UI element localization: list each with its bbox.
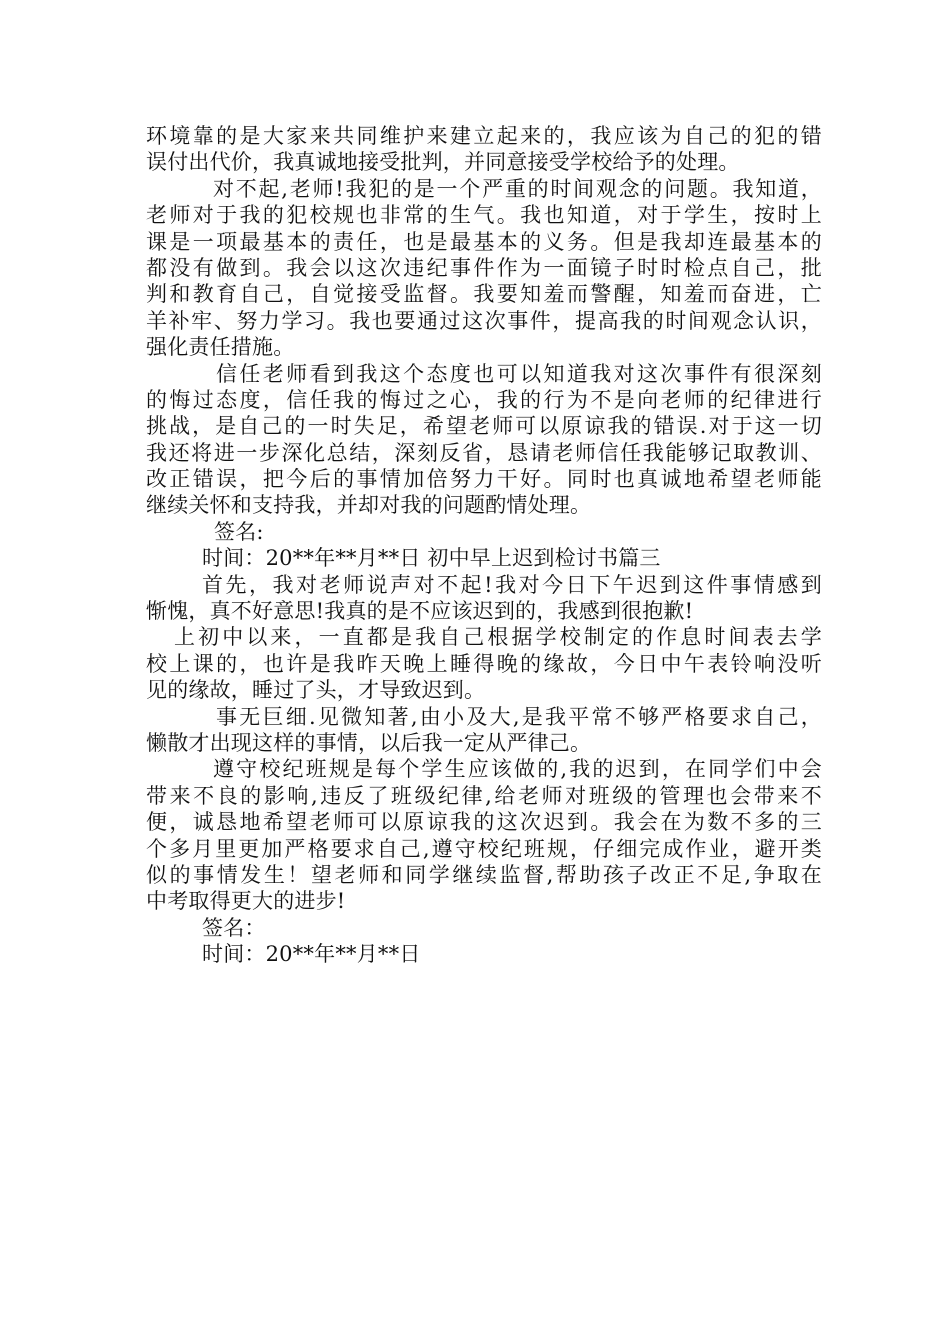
text-line: 强化责任措施。: [146, 335, 295, 360]
paragraph-first-line: 信任老师看到我这个态度也可以知道我对这次事件有很深刻: [216, 361, 822, 386]
text-line: 懒散才出现这样的事情，以后我一定从严律己。: [146, 730, 592, 755]
text-line: 继续关怀和支持我，并却对我的问题酌情处理。: [146, 493, 592, 518]
paragraph-first-line: 事无巨细.见微知著,由小及大,是我平常不够严格要求自己，: [216, 704, 822, 729]
date-and-heading-line: 时间：20**年**月**日 初中早上迟到检讨书篇三: [202, 546, 661, 571]
text-line: 改正错误，把今后的事情加倍努力干好。同时也真诚地希望老师能: [146, 467, 822, 492]
text-line: 似的事情发生！望老师和同学继续监督,帮助孩子改正不足,争取在: [146, 862, 822, 887]
text-line: 课是一项最基本的责任，也是最基本的义务。但是我却连最基本的: [146, 229, 822, 254]
text-line: 中考取得更大的进步!: [146, 889, 346, 914]
paragraph-first-line: 上初中以来，一直都是我自己根据学校制定的作息时间表去学: [174, 625, 822, 650]
text-line: 惭愧，真不好意思!我真的是不应该迟到的，我感到很抱歉!: [146, 599, 694, 624]
text-line: 羊补牢、努力学习。我也要通过这次事件，提高我的时间观念认识，: [146, 308, 822, 333]
text-line: 我还将进一步深化总结，深刻反省，恳请老师信任我能够记取教训、: [146, 440, 822, 465]
paragraph-first-line: 首先，我对老师说声对不起!我对今日下午迟到这件事情感到: [202, 572, 822, 597]
text-line: 挑战，是自己的一时失足，希望老师可以原谅我的错误.对于这一切: [146, 414, 822, 439]
text-line: 的悔过态度，信任我的悔过之心，我的行为不是向老师的纪律进行: [146, 387, 822, 412]
signature-label: 签名:: [214, 519, 264, 544]
text-line: 便，诚恳地希望老师可以原谅我的这次迟到。我会在为数不多的三: [146, 810, 822, 835]
text-line: 带来不良的影响,违反了班级纪律,给老师对班级的管理也会带来不: [146, 783, 822, 808]
text-line: 校上课的，也许是我昨天晚上睡得晚的缘故，今日中午表铃响没听: [146, 651, 822, 676]
text-line: 个多月里更加严格要求自己,遵守校纪班规，仔细完成作业，避开类: [146, 836, 822, 861]
signature-label: 签名：: [202, 915, 266, 940]
date-line: 时间：20**年**月**日: [202, 942, 421, 967]
text-line: 见的缘故，睡过了头，才导致迟到。: [146, 678, 486, 703]
text-line: 都没有做到。我会以这次违纪事件作为一面镜子时时检点自己，批: [146, 255, 822, 280]
document-body: [146, 123, 822, 968]
text-line: 环境靠的是大家来共同维护来建立起来的，我应该为自己的犯的错: [146, 124, 822, 148]
paragraph-first-line: 遵守校纪班规是每个学生应该做的,我的迟到，在同学们中会: [213, 757, 822, 782]
text-line: 误付出代价，我真诚地接受批判，并同意接受学校给予的处理。: [146, 150, 740, 175]
text-line: 判和教育自己，自觉接受监督。我要知羞而警醒，知羞而奋进，亡: [146, 282, 822, 307]
text-line: 老师对于我的犯校规也非常的生气。我也知道，对于学生，按时上: [146, 203, 822, 228]
paragraph-first-line: 对不起,老师!我犯的是一个严重的时间观念的问题。我知道，: [213, 176, 822, 201]
